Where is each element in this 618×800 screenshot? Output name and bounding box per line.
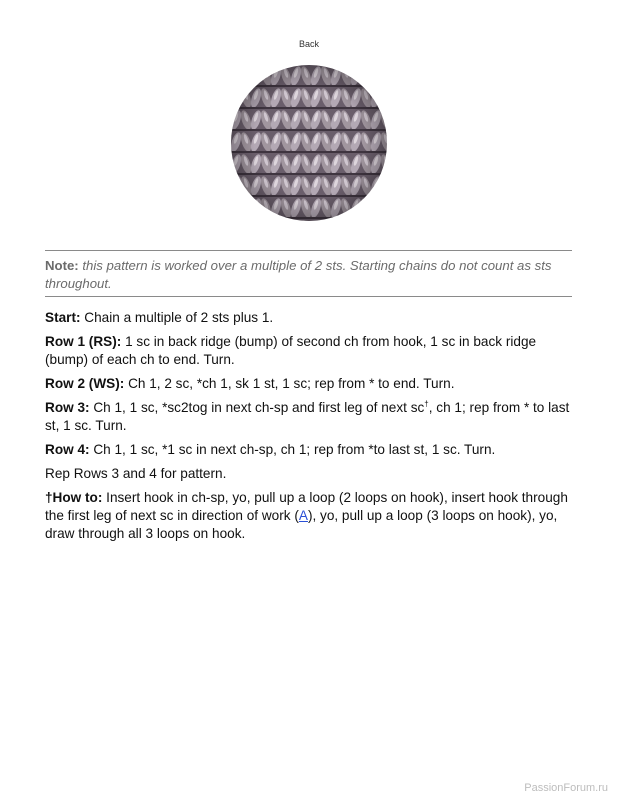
note-bottom-divider bbox=[45, 296, 572, 297]
how-to-label: †How to: bbox=[45, 490, 103, 505]
row-3-instruction bbox=[45, 399, 572, 435]
how-to-text-b: ), yo, pull up a loop (3 loops on hook), yo, draw through all 3 loops on hook. bbox=[45, 508, 558, 541]
row-4-label: Row 4: bbox=[45, 442, 90, 457]
row-3-text-a: Ch 1, 1 sc, *sc2tog in next ch-sp and first leg of next sc bbox=[93, 400, 425, 415]
start-label: Start: bbox=[45, 310, 81, 325]
row-3-label: Row 3: bbox=[45, 400, 90, 415]
row-4-instruction bbox=[45, 441, 572, 459]
watermark: PassionForum.ru bbox=[524, 782, 608, 794]
row-2-label: Row 2 (WS): bbox=[45, 376, 125, 391]
dagger-mark: † bbox=[424, 399, 429, 409]
start-instruction bbox=[45, 309, 572, 327]
row-2-text: Ch 1, 2 sc, *ch 1, sk 1 st, 1 sc; rep from * to end. Turn. bbox=[128, 376, 455, 391]
row-1-text: 1 sc in back ridge (bump) of second ch from hook, 1 sc in back ridge (bump) of each ch to end. Turn. bbox=[45, 334, 537, 367]
pattern-note bbox=[45, 257, 572, 293]
row-3-text-b: , ch 1; rep from * to last st, 1 sc. Turn. bbox=[45, 400, 570, 433]
row-1-instruction bbox=[45, 333, 572, 369]
repeat-instruction: Rep Rows 3 and 4 for pattern. bbox=[45, 466, 227, 481]
figure-a-link[interactable]: A bbox=[298, 508, 308, 523]
stitch-swatch-photo bbox=[231, 65, 387, 221]
start-text: Chain a multiple of 2 sts plus 1. bbox=[84, 310, 274, 325]
row-1-label: Row 1 (RS): bbox=[45, 334, 122, 349]
how-to-text-a: Insert hook in ch-sp, yo, pull up a loop (2 loops on hook), insert hook through the first leg of next sc in direction of work ( bbox=[45, 490, 568, 523]
note-text: this pattern is worked over a multiple of 2 sts. Starting chains do not count as sts throughout. bbox=[45, 258, 552, 291]
photo-caption: Back bbox=[298, 39, 319, 49]
row-4-text: Ch 1, 1 sc, *1 sc in next ch-sp, ch 1; rep from *to last st, 1 sc. Turn. bbox=[93, 442, 496, 457]
note-top-divider bbox=[45, 250, 572, 251]
how-to-instruction bbox=[45, 489, 572, 543]
note-label: Note: bbox=[45, 258, 79, 273]
row-2-instruction bbox=[45, 375, 572, 393]
pattern-instructions bbox=[45, 309, 572, 549]
